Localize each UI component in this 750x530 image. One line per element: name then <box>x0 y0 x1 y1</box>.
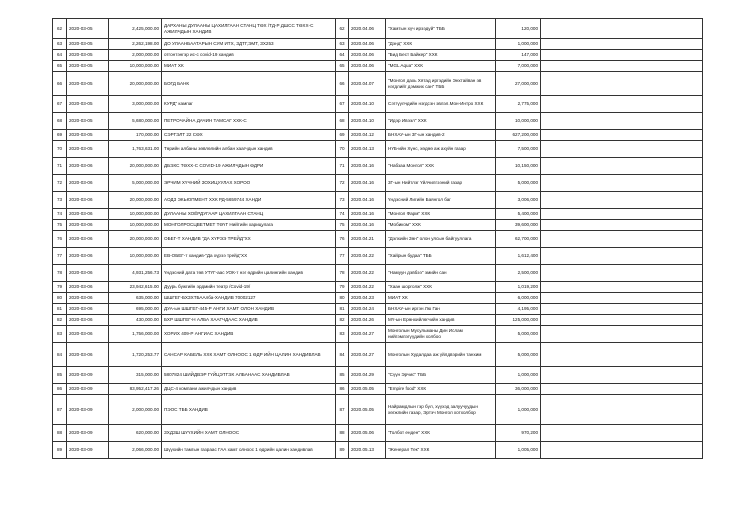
table-row <box>53 343 703 367</box>
row-date: 2020-03-05 <box>67 96 109 113</box>
row-amount: 4,931,256.73 <box>109 265 162 282</box>
row-amount: 10,000,000.00 <box>109 248 162 265</box>
row-donor-right: "Хаан шорголж" ХХК <box>386 282 496 293</box>
row-amount-right: 10,000,000 <box>496 113 541 130</box>
row-amount: 315,000.00 <box>109 367 162 384</box>
table-row <box>53 220 703 231</box>
row-amount-right: 2,500,000 <box>496 265 541 282</box>
row-empty-cell <box>541 248 703 265</box>
row-donor-right: "Сүүн Эрчис" ТББ <box>386 367 496 384</box>
row-empty-cell <box>541 282 703 293</box>
row-donor-right: "Монгол Фарм" ХХК <box>386 209 496 220</box>
row-number-right: 80 <box>336 293 349 304</box>
table-row <box>53 293 703 304</box>
row-date: 2020-03-06 <box>67 158 109 175</box>
row-date: 2020-03-09 <box>67 384 109 395</box>
row-number-right: 64 <box>336 50 349 61</box>
row-date-right: 2020.04.06 <box>349 39 386 50</box>
row-empty-cell <box>541 442 703 459</box>
row-amount: 635,000.00 <box>109 293 162 304</box>
row-donor: СЭРГЭЛТ 22 СӨХ <box>162 130 336 141</box>
row-empty-cell <box>541 158 703 175</box>
row-amount-right: 1,612,400 <box>496 248 541 265</box>
row-date-right: 2020.05.06 <box>349 425 386 442</box>
row-amount: 23,942,615.00 <box>109 282 162 293</box>
row-number-right: 72 <box>336 175 349 192</box>
row-amount: 5,680,000.00 <box>109 113 162 130</box>
row-number-right: 85 <box>336 367 349 384</box>
row-empty-cell <box>541 265 703 282</box>
row-date: 2020-03-09 <box>67 442 109 459</box>
row-number-right: 74 <box>336 209 349 220</box>
row-number-right: 79 <box>336 282 349 293</box>
row-number-right: 81 <box>336 304 349 315</box>
row-number: 65 <box>53 61 67 72</box>
row-empty-cell <box>541 39 703 50</box>
row-donor: ДО УЛААНБААТАРЫН СУМ ИТХ, ЗДТГ,ЭМТ, ЗХ253 <box>162 39 336 50</box>
row-donor: ОБЕГ-Т ХАНДИВ "ДА ХҮРЭЭ ТРЕЙД"ХХ <box>162 231 336 248</box>
row-number-right: 76 <box>336 231 349 248</box>
row-amount: 10,000,000.00 <box>109 220 162 231</box>
row-date-right: 2020.04.16 <box>349 209 386 220</box>
row-donor-right: "MGL Aqua" ХХК <box>386 61 496 72</box>
row-date-right: 2020.04.10 <box>349 96 386 113</box>
row-date: 2020-03-06 <box>67 282 109 293</box>
row-donor-right: Сэтгүүлчдийн нэгдсэн эвлэл.Мон-Интро ХХК <box>386 96 496 113</box>
row-date-right: 2020.04.16 <box>349 158 386 175</box>
row-amount-right: 3,006,000 <box>496 192 541 209</box>
row-donor: САНСАР КАБЕЛЬ ХХК ХАМТ ОЛНООС 1 ӨДР ИЙН ЦАЛИН ХАНДИВЛАВ <box>162 343 336 367</box>
row-date-right: 2020.05.05 <box>349 384 386 395</box>
row-date: 2020-03-06 <box>67 192 109 209</box>
table-row <box>53 315 703 326</box>
table-body <box>53 19 703 459</box>
row-number: 81 <box>53 304 67 315</box>
row-date-right: 2020.04.12 <box>349 130 386 141</box>
row-donor: ПЭОС ТББ ХАНДИВ <box>162 395 336 425</box>
row-number: 89 <box>53 442 67 459</box>
row-donor-right: 3Г-ын Нийтлэг Үйлчилгээний газар <box>386 175 496 192</box>
row-donor-right: "Идэр Ивээл" ХХК <box>386 113 496 130</box>
row-empty-cell <box>541 367 703 384</box>
row-date: 2020-03-06 <box>67 220 109 231</box>
table-row <box>53 265 703 282</box>
row-donor-right: МИАТ ХК <box>386 293 496 304</box>
table-row <box>53 384 703 395</box>
row-number: 73 <box>53 192 67 209</box>
row-donor: ДБЭХС ТӨХХ-С COVID-19 АЖИЛЧДЫН ӨДРИ <box>162 158 336 175</box>
row-amount-right: 4,195,000 <box>496 304 541 315</box>
table-row <box>53 19 703 39</box>
row-empty-cell <box>541 343 703 367</box>
row-amount-right: 147,000 <box>496 50 541 61</box>
row-number: 69 <box>53 130 67 141</box>
row-number-right: 71 <box>336 158 349 175</box>
row-number: 86 <box>53 384 67 395</box>
row-donor: Төрийн албаны зөвлөлийн албан хаагчдын хандив <box>162 141 336 158</box>
row-amount-right: 62,700,000 <box>496 231 541 248</box>
row-date-right: 2020.05.05 <box>349 395 386 425</box>
row-date-right: 2020.04.23 <box>349 293 386 304</box>
table-row <box>53 367 703 384</box>
row-number-right: 77 <box>336 248 349 265</box>
row-number: 88 <box>53 425 67 442</box>
table-row <box>53 442 703 459</box>
row-donor-right: "Дэнд" ХХК <box>386 39 496 50</box>
row-number: 83 <box>53 326 67 343</box>
row-donor: Үндэсний дата төв УТҮГ-аас УОК-т нэг өдрийн цалингийн хандив <box>162 265 336 282</box>
row-empty-cell <box>541 50 703 61</box>
row-number: 79 <box>53 282 67 293</box>
row-donor-right: "Женерал Тек" ХХК <box>386 442 496 459</box>
row-date-right: 2020.04.13 <box>349 141 386 158</box>
row-donor-right: Үндэсний Лигийн Баянгол баг <box>386 192 496 209</box>
row-number-right: 78 <box>336 265 349 282</box>
row-amount-right: 1,000,000 <box>496 39 541 50</box>
donations-table <box>52 18 703 459</box>
row-donor-right: "Бид Бест Байкер" ХХК <box>386 50 496 61</box>
row-empty-cell <box>541 19 703 39</box>
row-empty-cell <box>541 61 703 72</box>
row-number: 80 <box>53 293 67 304</box>
row-date-right: 2020.04.24 <box>349 304 386 315</box>
row-amount-right: 6,000,000 <box>496 293 541 304</box>
row-date-right: 2020.04.22 <box>349 265 386 282</box>
row-empty-cell <box>541 231 703 248</box>
table-row <box>53 96 703 113</box>
row-amount: 2,262,198.00 <box>109 39 162 50</box>
row-empty-cell <box>541 141 703 158</box>
row-empty-cell <box>541 220 703 231</box>
row-amount: 1,763,631.00 <box>109 141 162 158</box>
row-date: 2020-03-05 <box>67 113 109 130</box>
row-number: 63 <box>53 39 67 50</box>
row-number: 82 <box>53 315 67 326</box>
row-number-right: 62 <box>336 19 349 39</box>
row-date: 2020-03-05 <box>67 19 109 39</box>
row-donor: МОНГОЛРОСЦВЕТМЕТ ТӨҮГ Нийтийн харицулага <box>162 220 336 231</box>
row-donor: ХОРИХ 409-Р АНГИАС ХАНДИВ <box>162 326 336 343</box>
row-date-right: 2020.04.16 <box>349 220 386 231</box>
row-amount-right: 36,000,000 <box>496 384 541 395</box>
row-amount-right: 7,000,000 <box>496 61 541 72</box>
row-amount-right: 125,000,000 <box>496 315 541 326</box>
row-amount: 10,000,000.00 <box>109 61 162 72</box>
row-amount: 170,000.00 <box>109 130 162 141</box>
row-donor-right: Найрамдлын гэр бүл, хүүхэд залуучуудын хөгжлийн газар, Эртэч Монгол хотхолбор <box>386 395 496 425</box>
row-number: 87 <box>53 395 67 425</box>
table-row <box>53 141 703 158</box>
table-row <box>53 130 703 141</box>
row-donor: ЗХДЗШ ШҮҮХИЙН ХАМТ ОЛНООС <box>162 425 336 442</box>
row-empty-cell <box>541 130 703 141</box>
row-number: 74 <box>53 209 67 220</box>
row-amount-right: 27,000,000 <box>496 72 541 96</box>
row-amount: 430,000.00 <box>109 315 162 326</box>
row-number-right: 82 <box>336 315 349 326</box>
table-row <box>53 192 703 209</box>
row-date: 2020-03-05 <box>67 50 109 61</box>
row-donor: отгонтэнгэр ис-с covid-19 хандив <box>162 50 336 61</box>
row-date-right: 2020.05.13 <box>349 442 386 459</box>
row-amount: 695,000.00 <box>109 304 162 315</box>
row-date: 2020-03-05 <box>67 130 109 141</box>
row-empty-cell <box>541 395 703 425</box>
row-empty-cell <box>541 315 703 326</box>
row-date: 2020-03-06 <box>67 209 109 220</box>
row-date: 2020-03-05 <box>67 39 109 50</box>
row-amount: 1,756,000.00 <box>109 326 162 343</box>
row-amount: 10,000,000.00 <box>109 209 162 220</box>
row-date-right: 2020.04.26 <box>349 315 386 326</box>
row-donor-right: "Хамтын хүч ирээдүй" ТББ <box>386 19 496 39</box>
row-number-right: 84 <box>336 343 349 367</box>
row-donor-right: "Дэлхийн Зөн" олон улсын байгууллага <box>386 231 496 248</box>
row-date-right: 2020.04.22 <box>349 248 386 265</box>
row-donor-right: НҮБ-ийн Хүнс, хөдөө аж ахуйн газар <box>386 141 496 158</box>
table-row <box>53 425 703 442</box>
row-date: 2020-03-06 <box>67 248 109 265</box>
row-number-right: 83 <box>336 326 349 343</box>
table-row <box>53 395 703 425</box>
row-number-right: 89 <box>336 442 349 459</box>
row-donor-right: "Мобиком" ХХК <box>386 220 496 231</box>
table-row <box>53 175 703 192</box>
row-number: 77 <box>53 248 67 265</box>
row-empty-cell <box>541 175 703 192</box>
row-date-right: 2020.04.21 <box>349 231 386 248</box>
row-date: 2020-03-06 <box>67 231 109 248</box>
row-amount: 5,000,000.00 <box>109 175 162 192</box>
table-row <box>53 158 703 175</box>
table-row <box>53 113 703 130</box>
row-empty-cell <box>541 113 703 130</box>
row-donor: Шүүхийн тамгын газраас ГАА хамт олноос 1 өдрийн цалин хандивлав <box>162 442 336 459</box>
row-amount-right: 1,005,000 <box>496 442 541 459</box>
row-amount: 20,000,000.00 <box>109 158 162 175</box>
row-amount-right: 10,150,000 <box>496 158 541 175</box>
row-donor: Дуурь бүжгийн эрдмийн театр /Covid-19/ <box>162 282 336 293</box>
row-donor: ДАРХАНЫ ДУЛААНЫ ЦАХИЛГААН СТАНЦ ТӨХ /ТД-Р ДШСС ТӨХХ-С АЖИЛЧДЫН ХАНДИВ <box>162 19 336 39</box>
row-date-right: 2020.04.27 <box>349 343 386 367</box>
table-row <box>53 248 703 265</box>
row-empty-cell <box>541 293 703 304</box>
row-donor: ЕВ-ОБЕГ-т хандив-"Да хүрээ трейд"ХХ <box>162 248 336 265</box>
row-date-right: 2020.04.16 <box>349 192 386 209</box>
row-amount: 20,000,000.00 <box>109 72 162 96</box>
row-date-right: 2020.04.16 <box>349 175 386 192</box>
row-number: 66 <box>53 72 67 96</box>
row-date-right: 2020.04.29 <box>349 367 386 384</box>
row-amount: 3,000,000.00 <box>109 96 162 113</box>
row-date: 2020-03-06 <box>67 315 109 326</box>
table-row <box>53 61 703 72</box>
row-number: 75 <box>53 220 67 231</box>
row-donor-right: Монголын Худалдаа аж үйлдвэрийн танхим <box>386 343 496 367</box>
row-donor: ДУА-ын ШШГЕГ-445-Р АНГИ ХАМТ ОЛОН ХАНДИВ <box>162 304 336 315</box>
row-date-right: 2020.04.10 <box>349 113 386 130</box>
row-number-right: 69 <box>336 130 349 141</box>
row-date: 2020-03-09 <box>67 425 109 442</box>
row-donor-right: БНХАУ-ын 3Г-ын хандив-2 <box>386 130 496 141</box>
table-row <box>53 231 703 248</box>
table-row <box>53 39 703 50</box>
row-empty-cell <box>541 192 703 209</box>
row-amount-right: 7,500,000 <box>496 141 541 158</box>
row-donor-right: Монголын Мусульманы Дин Ислам нийгэмлэгүүдийн холбоо <box>386 326 496 343</box>
row-number-right: 65 <box>336 61 349 72</box>
row-number: 67 <box>53 96 67 113</box>
row-amount-right: 1,000,000 <box>496 367 541 384</box>
row-donor-right: "Empire food" ХХК <box>386 384 496 395</box>
row-amount-right: 5,400,000 <box>496 209 541 220</box>
row-empty-cell <box>541 209 703 220</box>
row-date-right: 2020.04.27 <box>349 326 386 343</box>
row-date-right: 2020.04.06 <box>349 50 386 61</box>
row-number-right: 86 <box>336 384 349 395</box>
row-date-right: 2020.04.06 <box>349 19 386 39</box>
row-donor: БХР ШШГЕГ-Н АЛБА ХААГЧДААС ХАНДИВ <box>162 315 336 326</box>
row-date: 2020-03-06 <box>67 265 109 282</box>
row-number-right: 87 <box>336 395 349 425</box>
row-amount-right: 5,000,000 <box>496 326 541 343</box>
row-donor: ШШГЕГ-БХЗХТБААлба-ХАНДИВ 70002127 <box>162 293 336 304</box>
row-empty-cell <box>541 384 703 395</box>
row-empty-cell <box>541 96 703 113</box>
row-donor-right: "Набзаа Монгол" ХХК <box>386 158 496 175</box>
row-donor-right: "Голбот енден" ХХК <box>386 425 496 442</box>
row-number: 72 <box>53 175 67 192</box>
row-date-right: 2020.04.06 <box>349 61 386 72</box>
row-number: 62 <box>53 19 67 39</box>
row-donor: 5807824 ШИЙДВЭР ГҮЙЦЭТГЭХ АЛБАНААС ХАНДИВЛАВ <box>162 367 336 384</box>
row-date: 2020-03-06 <box>67 293 109 304</box>
row-number: 68 <box>53 113 67 130</box>
row-empty-cell <box>541 72 703 96</box>
row-amount-right: 120,000 <box>496 19 541 39</box>
row-number-right: 70 <box>336 141 349 158</box>
row-date: 2020-03-06 <box>67 304 109 315</box>
table-row <box>53 326 703 343</box>
row-amount-right: 1,000,000 <box>496 395 541 425</box>
row-number: 70 <box>53 141 67 158</box>
row-amount-right: 970,200 <box>496 425 541 442</box>
row-donor: ДЦС-4 компани ажилчдын хандив <box>162 384 336 395</box>
table-row <box>53 304 703 315</box>
row-donor: ЭРЧИМ ХҮЧНИЙ ЗОХИЦУУЛАХ ХОРОО <box>162 175 336 192</box>
table-row <box>53 72 703 96</box>
row-date-right: 2020.04.07 <box>349 72 386 96</box>
row-amount: 1,720,253.77 <box>109 343 162 367</box>
row-amount: 2,425,000.00 <box>109 19 162 39</box>
row-date: 2020-03-06 <box>67 326 109 343</box>
table-row <box>53 50 703 61</box>
row-amount-right: 5,000,000 <box>496 343 541 367</box>
row-number-right: 68 <box>336 113 349 130</box>
row-date: 2020-03-06 <box>67 175 109 192</box>
row-empty-cell <box>541 304 703 315</box>
row-date: 2020-03-09 <box>67 395 109 425</box>
row-donor: АОДЗ ЭКЬЮПМЕНТ ХХК РД-5659744 ХАНДИ <box>162 192 336 209</box>
row-amount: 83,952,417.26 <box>109 384 162 395</box>
row-amount: 2,000,000.00 <box>109 395 162 425</box>
row-date: 2020-03-05 <box>67 61 109 72</box>
row-date: 2020-03-05 <box>67 141 109 158</box>
row-donor-right: БНХАУ-ын иргэн Лю Ган <box>386 304 496 315</box>
row-donor: МИАТ ХК <box>162 61 336 72</box>
row-donor: КУРД" кампаг <box>162 96 336 113</box>
row-number: 85 <box>53 367 67 384</box>
row-amount: 620,000.00 <box>109 425 162 442</box>
row-donor-right: "Монгол дахь Хятад иргэдийн Энхтайван эв нэгдлийг дэмжих сан" ТББ <box>386 72 496 96</box>
row-amount-right: 39,600,000 <box>496 220 541 231</box>
row-amount: 20,000,000.00 <box>109 231 162 248</box>
row-number: 64 <box>53 50 67 61</box>
row-number: 76 <box>53 231 67 248</box>
row-donor: ПЕТРОЧАЙНА ДАЧИН ТАМСАГ ХХК-С <box>162 113 336 130</box>
row-amount-right: 1,019,200 <box>496 282 541 293</box>
row-empty-cell <box>541 326 703 343</box>
row-amount-right: 627,200,000 <box>496 130 541 141</box>
row-number: 84 <box>53 343 67 367</box>
row-number-right: 73 <box>336 192 349 209</box>
row-amount: 2,000,000.00 <box>109 50 162 61</box>
row-date: 2020-03-06 <box>67 343 109 367</box>
row-donor-right: МҮ-ын Ерөнхийлөгчийн хандив <box>386 315 496 326</box>
row-date-right: 2020.04.22 <box>349 282 386 293</box>
row-date: 2020-03-05 <box>67 72 109 96</box>
row-amount-right: 5,000,000 <box>496 175 541 192</box>
row-number: 78 <box>53 265 67 282</box>
row-donor: БОГД БАНК <box>162 72 336 96</box>
table-row <box>53 209 703 220</box>
row-date: 2020-03-09 <box>67 367 109 384</box>
row-number-right: 88 <box>336 425 349 442</box>
row-donor: ДУЛААНЫ ХОЁРДУГААР ЦАХИЛГААН СТАНЦ <box>162 209 336 220</box>
donation-sheet <box>52 18 702 459</box>
row-number: 71 <box>53 158 67 175</box>
row-empty-cell <box>541 425 703 442</box>
row-number-right: 63 <box>336 39 349 50</box>
row-number-right: 66 <box>336 72 349 96</box>
row-number-right: 67 <box>336 96 349 113</box>
row-donor-right: "Хайрын будаа" ТББ <box>386 248 496 265</box>
table-row <box>53 282 703 293</box>
row-amount: 2,066,000.00 <box>109 442 162 459</box>
row-amount: 20,000,000.00 <box>109 192 162 209</box>
row-amount-right: 2,775,000 <box>496 96 541 113</box>
row-donor-right: "Намуун дэвбээ" эмийн сан <box>386 265 496 282</box>
row-number-right: 75 <box>336 220 349 231</box>
